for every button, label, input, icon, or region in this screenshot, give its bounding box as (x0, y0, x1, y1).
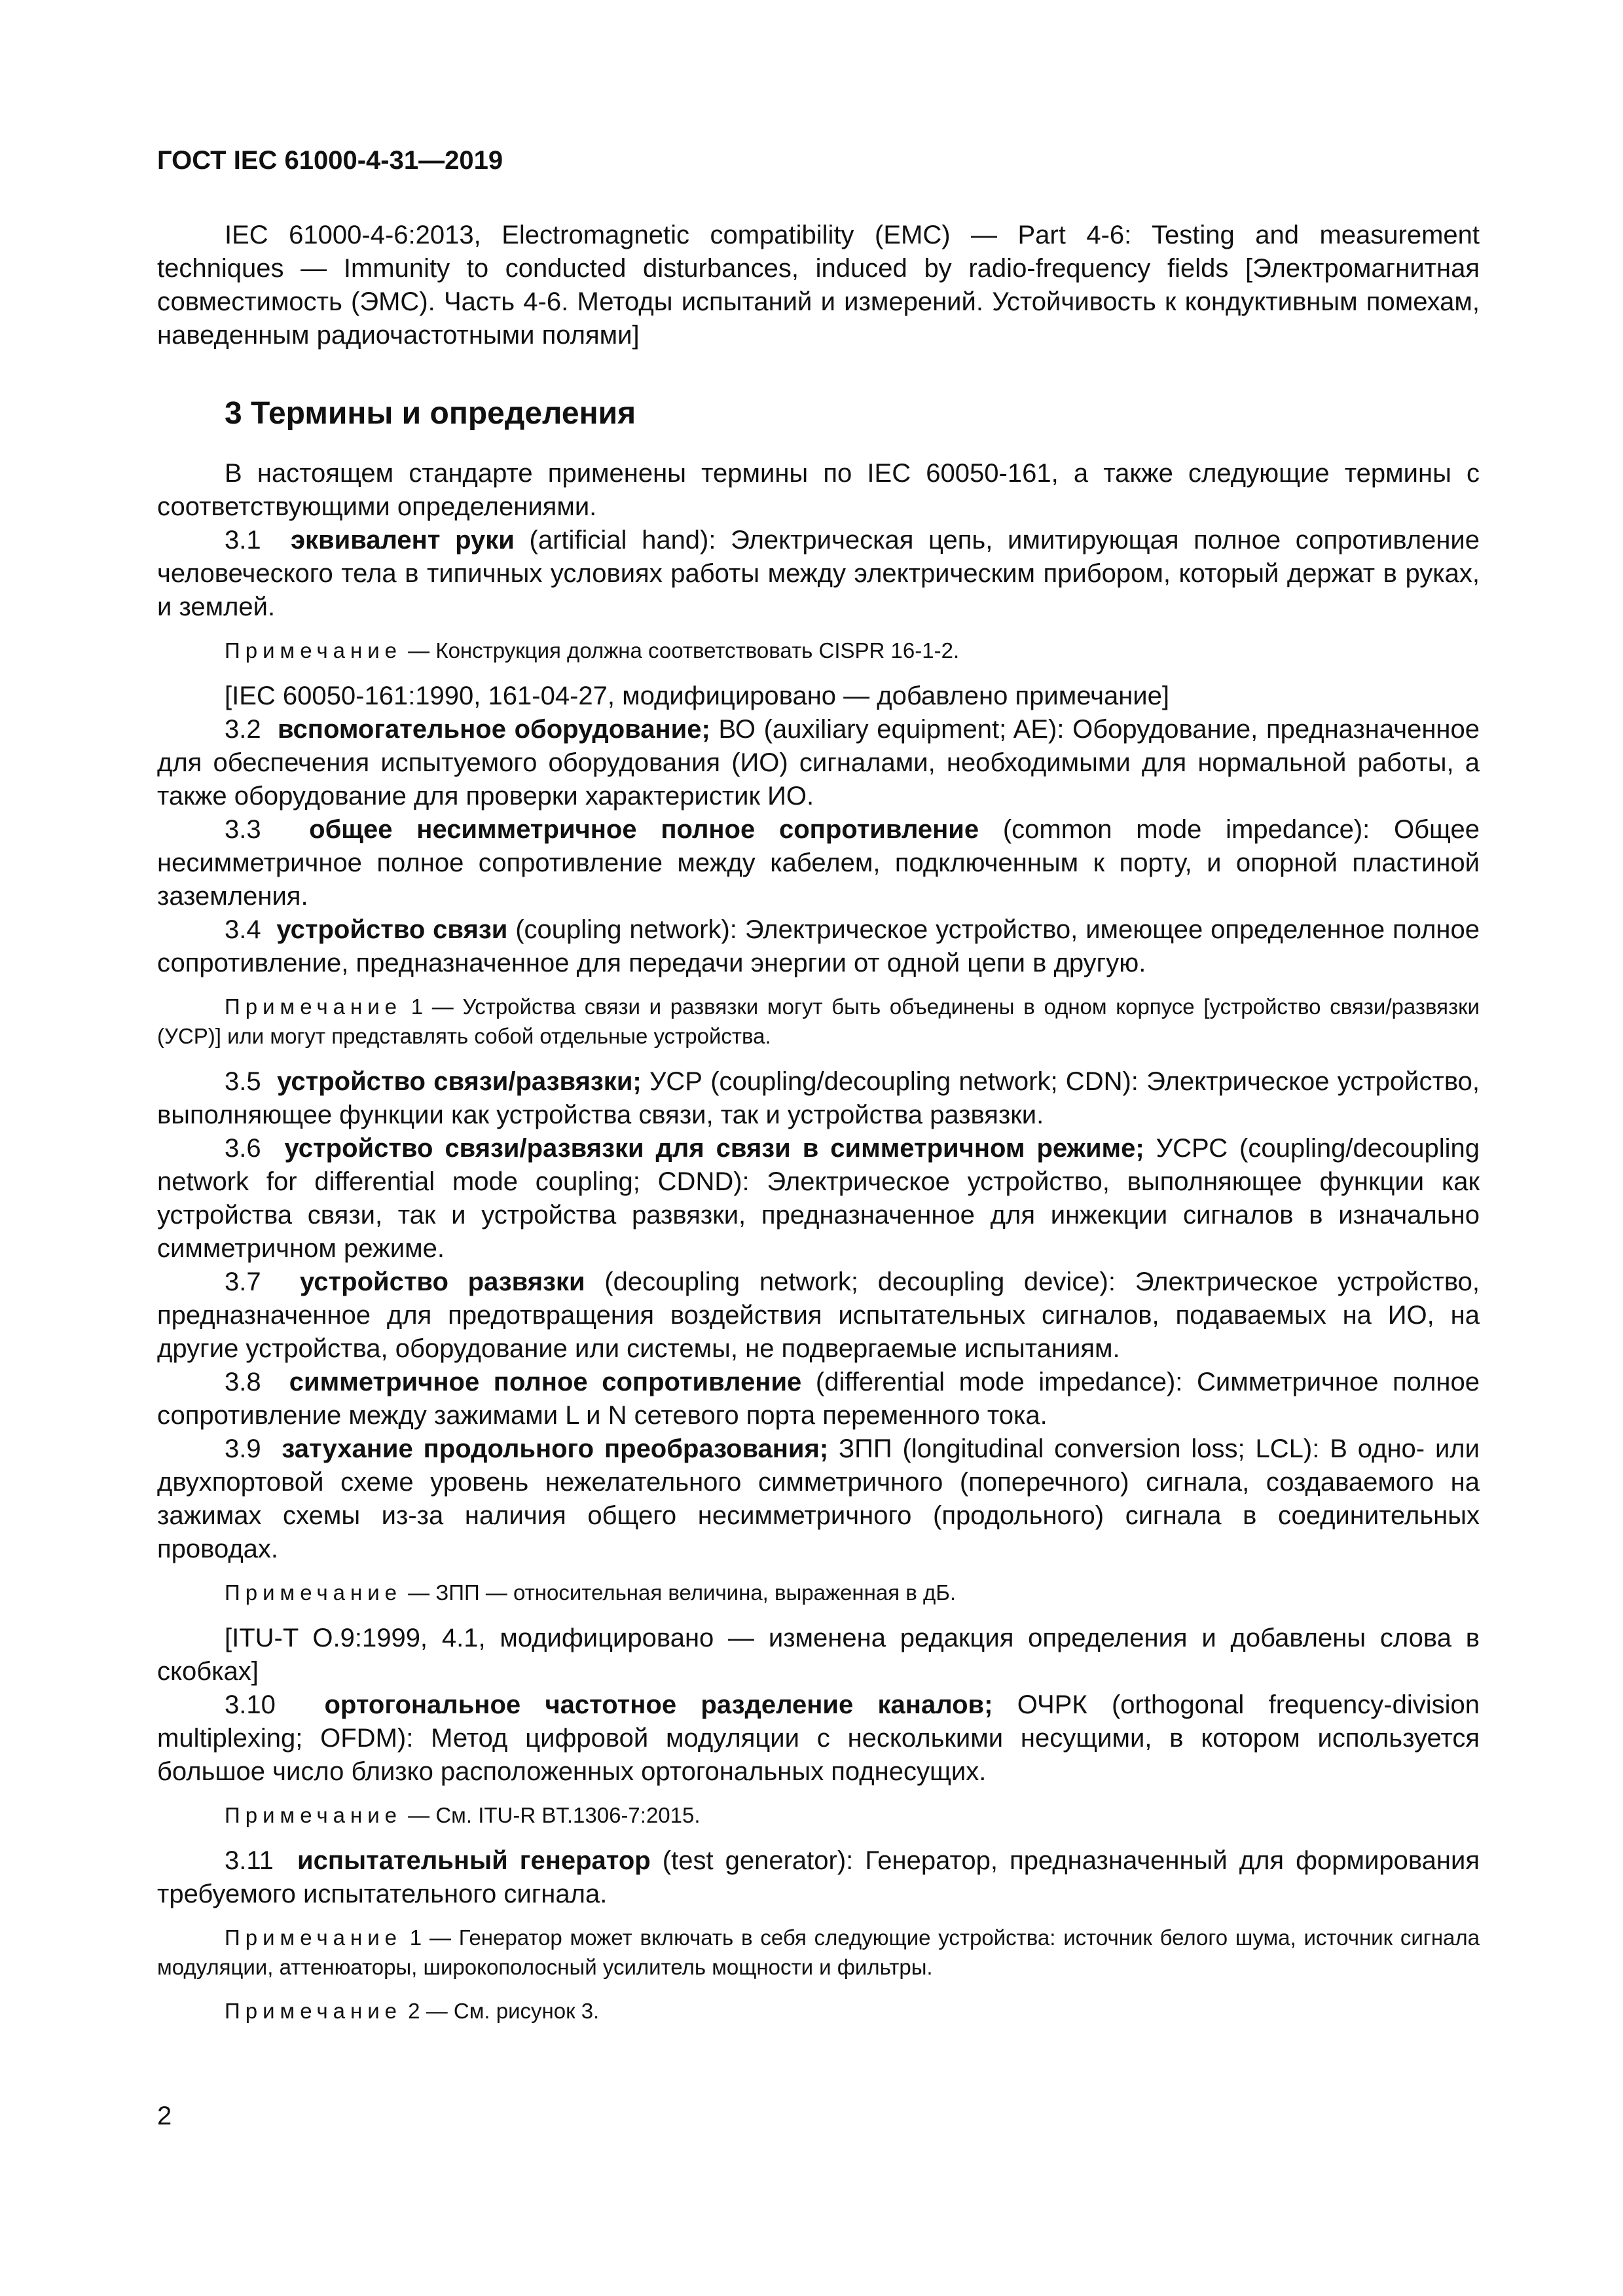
note-3-10: Примечание — См. ITU-R BT.1306-7:2015. (225, 1803, 701, 1827)
term-3-7: 3.7 устройство развязки (decoupling network; decoupling device): Электрическое устройство, предназначенное для предотвращения воздействия испытательных сигналов, подаваемых на ИО, на другие устройства, оборудование или системы, не подвергаемые испытаниям. (157, 1267, 1480, 1363)
term-3-11: 3.11 испытательный генератор (test generator): Генератор, предназначенный для формирования требуемого испытательного сигнала. (157, 1846, 1480, 1908)
section-title: 3 Термины и определения (225, 396, 636, 431)
term-3-9: 3.9 затухание продольного преобразования; ЗПП (longitudinal conversion loss; LCL): В одно- или двухпортовой схеме уровень нежелательного симметричного (поперечного) сигнала, создаваемого на зажимах схемы из-за наличия общего несимметричного (продольного) сигнала в соединительных проводах. (157, 1434, 1480, 1563)
note-3-4: Примечание 1 — Устройства связи и развязки могут быть объединены в одном корпусе [устройство связи/развязки (УСР)] или могут представлять собой отдельные устройства. (157, 994, 1480, 1048)
section-intro: В настоящем стандарте применены термины по IEC 60050-161, а также следующие термины с соответствующими определениями. (157, 459, 1480, 521)
term-3-6: 3.6 устройство связи/развязки для связи в симметричном режиме; УСРС (coupling/decoupling network for differential mode coupling; CDND): Электрическое устройство, выполняющее функции как устройства связи, так и устройства развязки, предназначенное для инжекции сигналов в изначально симметричном режиме. (157, 1134, 1480, 1263)
note-3-11-1: Примечание 1 — Генератор может включать в себя следующие устройства: источник белого шума, источник сигнала модуляции, аттенюаторы, широкополосный усилитель мощности и фильтры. (157, 1925, 1480, 1979)
note-3-11-2: Примечание 2 — См. рисунок 3. (225, 1999, 600, 2023)
document-header: ГОСТ IEC 61000-4-31—2019 (157, 146, 503, 175)
page-number: 2 (157, 2102, 172, 2130)
term-3-4: 3.4 устройство связи (coupling network): Электрическое устройство, имеющее определенное полное сопротивление, предназначенное для передачи энергии от одной цепи в другую. (157, 915, 1480, 977)
note-3-9: Примечание — ЗПП — относительная величина, выраженная в дБ. (225, 1580, 957, 1605)
term-3-3: 3.3 общее несимметричное полное сопротивление (common mode impedance): Общее несимметричное полное сопротивление между кабелем, подключенным к порту, и опорной пластиной заземления. (157, 815, 1480, 911)
normative-reference: IEC 61000-4-6:2013, Electromagnetic compatibility (EMC) — Part 4-6: Testing and measurement techniques — Immunity to conducted disturbances, induced by radio-frequency fields [Электромагнитная совместимость (ЭМС). Часть 4-6. Методы испытаний и измерений. Устойчивость к кондуктивным помехам, наведенным радиочастотными полями] (157, 221, 1480, 350)
source-3-9: [ITU-T O.9:1999, 4.1, модифицировано — изменена редакция определения и добавлены слова в скобках] (157, 1624, 1480, 1686)
term-3-5: 3.5 устройство связи/развязки; УСР (coupling/decoupling network; CDN): Электрическое устройство, выполняющее функции как устройства связи, так и устройства развязки. (157, 1067, 1480, 1129)
note-3-1: Примечание — Конструкция должна соответствовать CISPR 16-1-2. (225, 638, 960, 663)
document-page (157, 144, 1480, 2040)
term-3-8: 3.8 симметричное полное сопротивление (differential mode impedance): Симметричное полное сопротивление между зажимами L и N сетевого порта переменного тока. (157, 1368, 1480, 1430)
term-3-1: 3.1 эквивалент руки (artificial hand): Электрическая цепь, имитирующая полное сопротивление человеческого тела в типичных условиях работы между электрическим прибором, который держат в руках, и землей. (157, 526, 1480, 621)
source-3-1: [IEC 60050-161:1990, 161-04-27, модифицировано — добавлено примечание] (225, 682, 1170, 710)
term-3-10: 3.10 ортогональное частотное разделение каналов; ОЧРК (orthogonal frequency-division multiplexing; OFDM): Метод цифровой модуляции с несколькими несущими, в котором используется большое число близко расположенных ортогональных поднесущих. (157, 1690, 1480, 1786)
term-3-2: 3.2 вспомогательное оборудование; ВО (auxiliary equipment; AE): Оборудование, предназначенное для обеспечения испытуемого оборудования (ИО) сигналами, необходимыми для нормальной работы, а также оборудование для проверки характеристик ИО. (157, 715, 1480, 811)
